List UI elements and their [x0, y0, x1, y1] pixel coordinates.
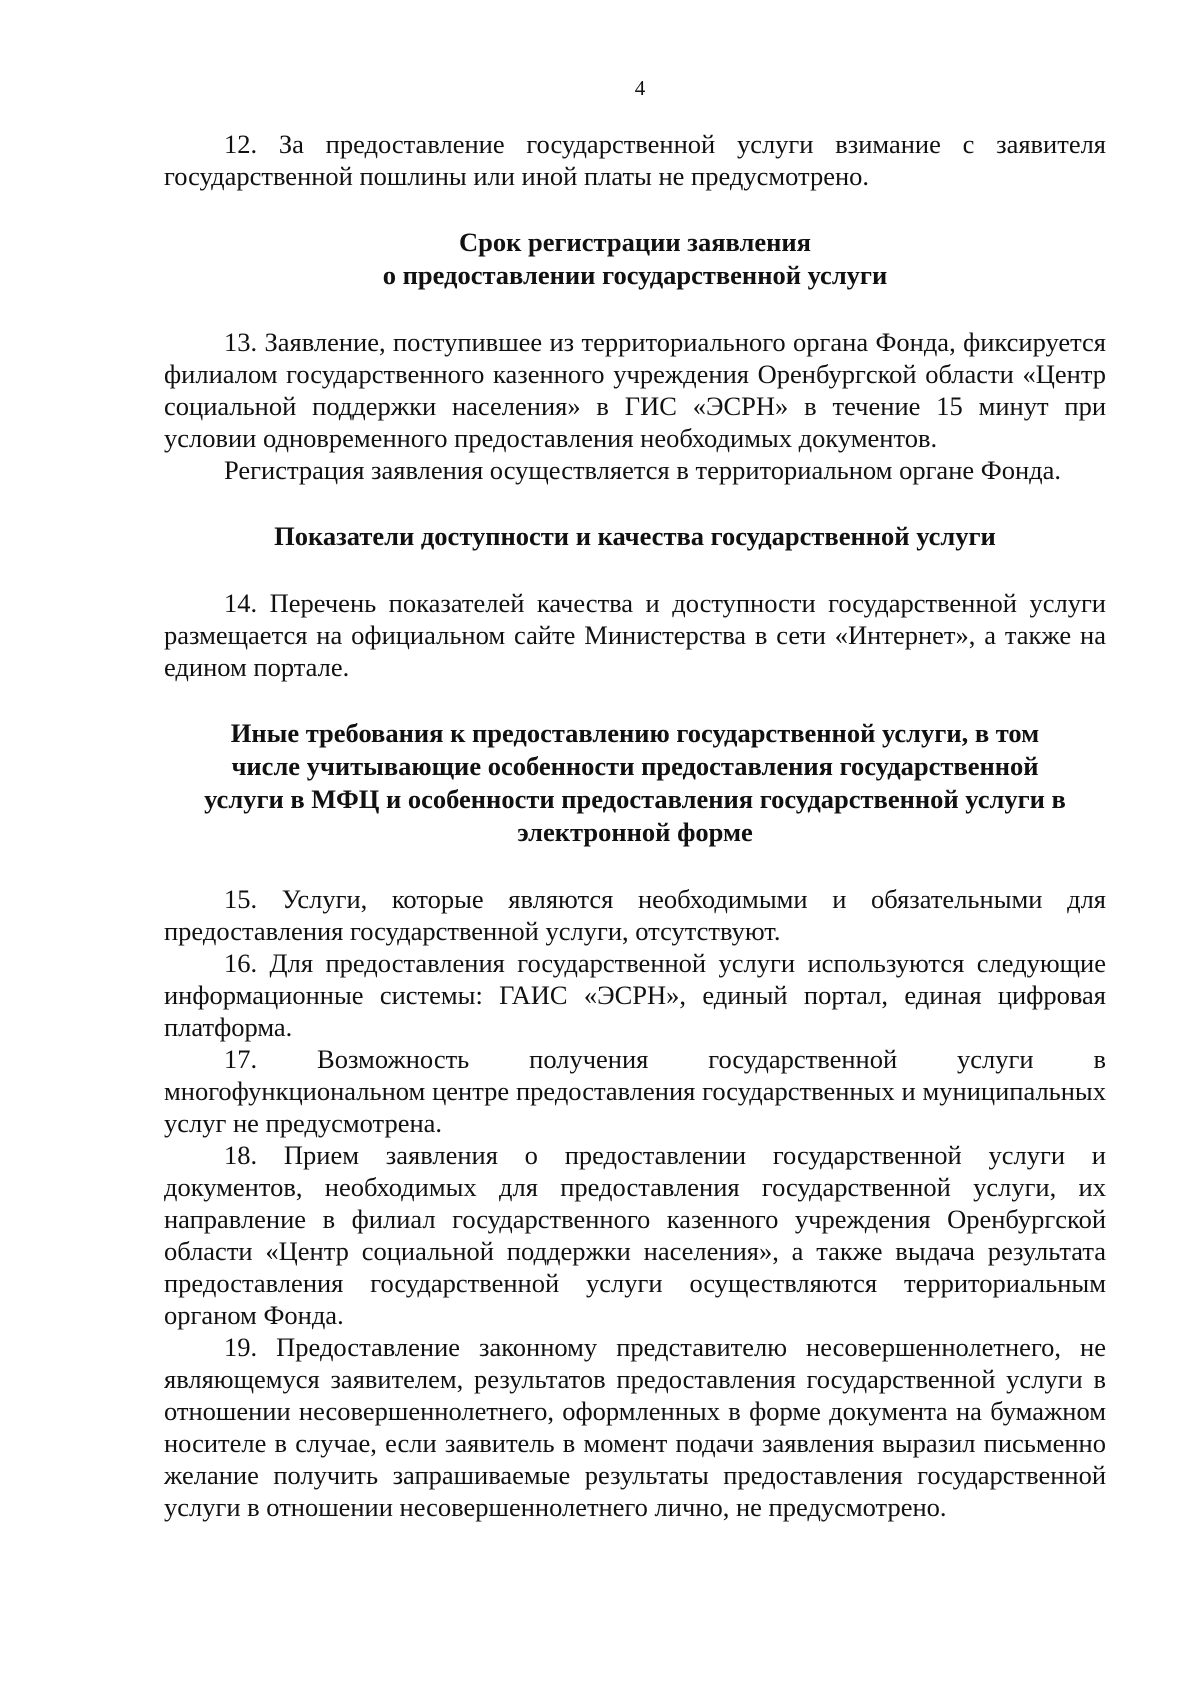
heading-other-requirements-line-2: числе учитывающие особенности предоставления государственной	[231, 751, 1039, 781]
paragraph-19: 19. Предоставление законному представителю несовершеннолетнего, не являющемуся заявителем, результатов предоставления государственной услуги в отношении несовершеннолетнего, оформленных в форме документа на бумажном носителе в случае, если заявитель в момент подачи заявления выразил письменно желание получить запрашиваемые результаты предоставления государственной услуги в отношении несовершеннолетнего лично, не предусмотрено.	[164, 1332, 1106, 1522]
heading-registration-line-2: о предоставлении государственной услуги	[382, 260, 888, 290]
paragraph-13-registration: Регистрация заявления осуществляется в территориальном органе Фонда.	[224, 455, 1062, 485]
page-number: 4	[634, 76, 646, 100]
heading-other-requirements-line-4: электронной форме	[517, 817, 753, 847]
paragraph-15: 15. Услуги, которые являются необходимыми и обязательными для предоставления государственной услуги, отсутствуют.	[164, 884, 1106, 946]
paragraph-13: 13. Заявление, поступившее из территориального органа Фонда, фиксируется филиалом государственного казенного учреждения Оренбургской области «Центр социальной поддержки населения» в ГИС «ЭСРН» в течение 15 минут при условии одновременного предоставления необходимых документов.	[164, 327, 1106, 453]
heading-quality-indicators: Показатели доступности и качества государственной услуги	[274, 521, 996, 551]
paragraph-18: 18. Прием заявления о предоставлении государственной услуги и документов, необходимых для предоставления государственной услуги, их направление в филиал государственного казенного учреждения Оренбургской области «Центр социальной поддержки населения», а также выдача результата предоставления государственной услуги осуществляются территориальным органом Фонда.	[164, 1140, 1106, 1330]
heading-other-requirements-line-1: Иные требования к предоставлению государственной услуги, в том	[230, 718, 1040, 748]
paragraph-12: 12. За предоставление государственной услуги взимание с заявителя государственной пошлины или иной платы не предусмотрено.	[164, 129, 1106, 191]
paragraph-17: 17. Возможность получения государственной услуги в многофункциональном центре предоставления государственных и муниципальных услуг не предусмотрена.	[164, 1044, 1106, 1138]
paragraph-16: 16. Для предоставления государственной услуги используются следующие информационные системы: ГАИС «ЭСРН», единый портал, единая цифровая платформа.	[164, 948, 1106, 1042]
paragraph-14: 14. Перечень показателей качества и доступности государственной услуги размещается на официальном сайте Министерства в сети «Интернет», а также на едином портале.	[164, 588, 1106, 682]
heading-registration-line-1: Срок регистрации заявления	[458, 227, 812, 257]
document-body	[164, 128, 1106, 1523]
heading-other-requirements-line-3: услуги в МФЦ и особенности предоставления государственной услуги в	[204, 784, 1066, 814]
